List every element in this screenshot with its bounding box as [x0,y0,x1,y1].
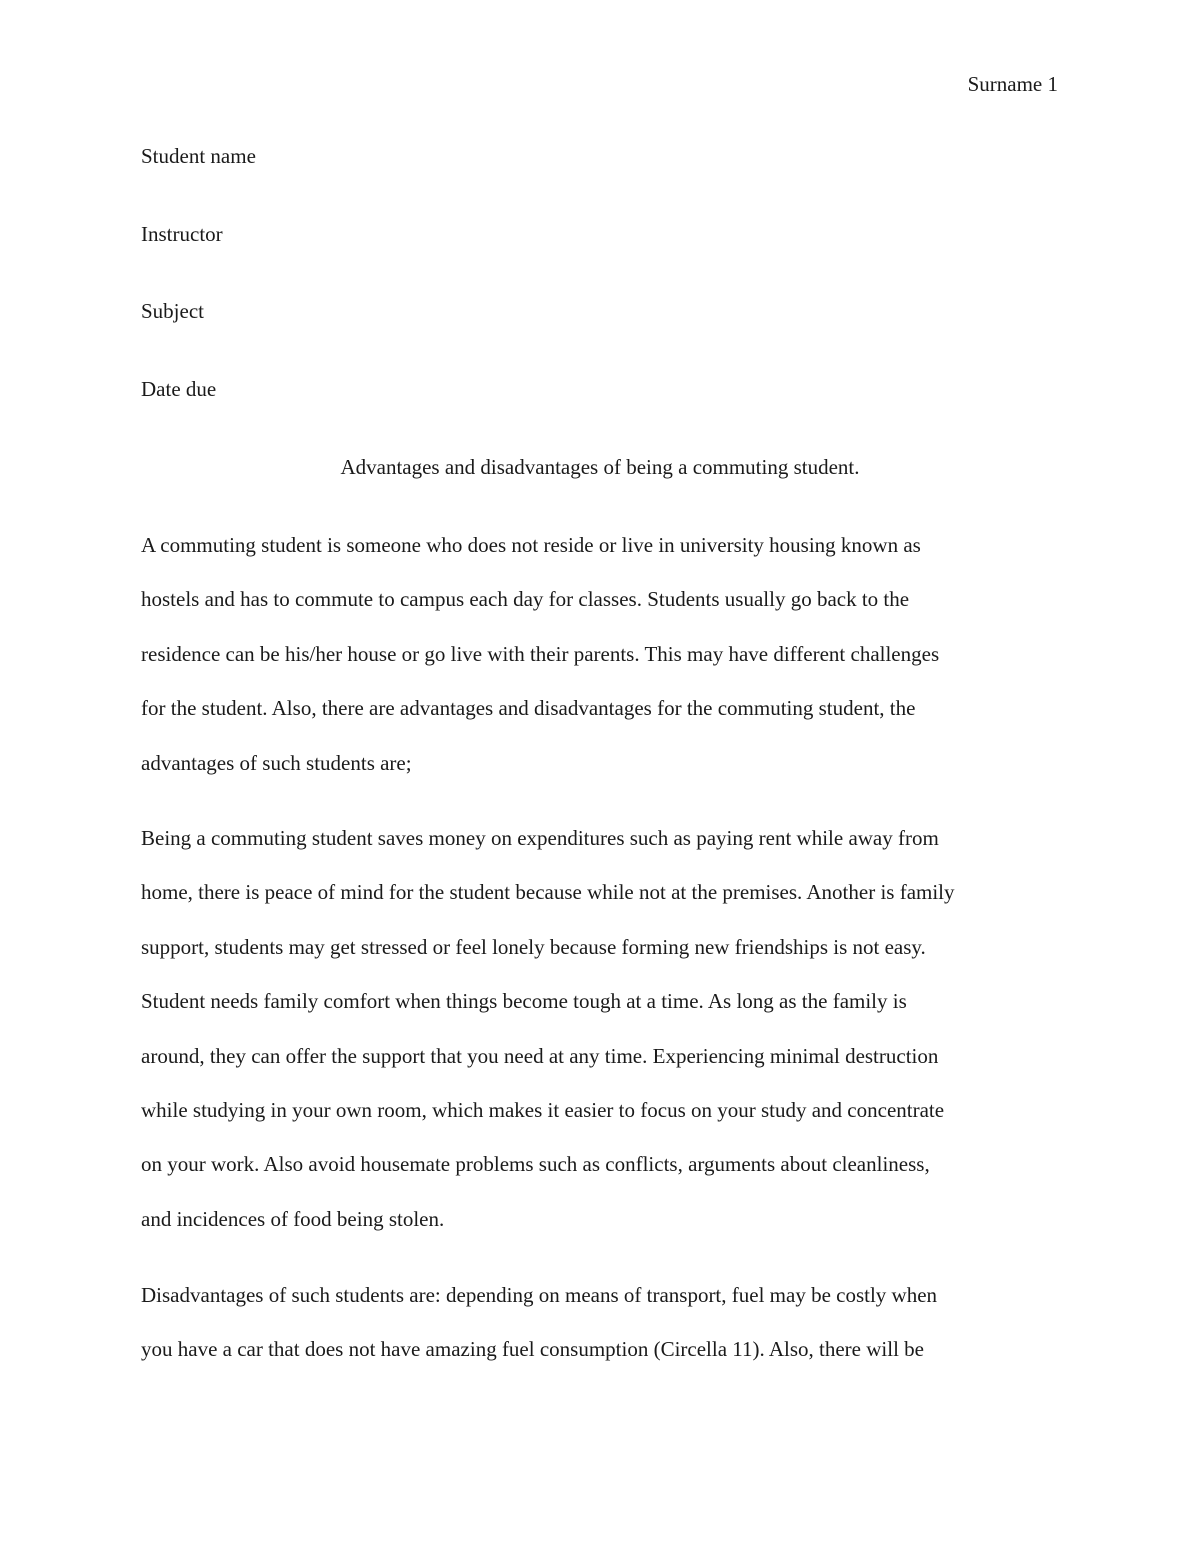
paragraph-line: Student needs family comfort when things become tough at a time. As long as the family is [141,989,907,1014]
paragraph-line: support, students may get stressed or feel lonely because forming new friendships is not easy. [141,934,926,959]
paragraph-line: on your work. Also avoid housemate problems such as conflicts, arguments about cleanliness, [141,1152,930,1177]
paragraph-line: for the student. Also, there are advantages and disadvantages for the commuting student, the [141,696,916,721]
paragraph-intro [141,530,1061,802]
paragraph-line: Disadvantages of such students are: depending on means of transport, fuel may be costly when [141,1283,938,1307]
paragraph-line: A commuting student is someone who does not reside or live in university housing known as [141,533,921,557]
paragraph-line: advantages of such students are; [141,750,412,775]
paragraph-line: home, there is peace of mind for the student because while not at the premises. Another is family [141,880,955,905]
paragraph-line: hostels and has to commute to campus each day for classes. Students usually go back to the [141,587,910,612]
paragraph-line: while studying in your own room, which makes it easier to focus on your study and concentrate [141,1097,945,1122]
paragraph-line: you have a car that does not have amazing fuel consumption (Circella 11). Also, there will be [141,1337,924,1362]
student-name: Student name [141,144,256,168]
paragraph-line: residence can be his/her house or go live with their parents. This may have different challenges [141,641,940,666]
paragraph-line: around, they can offer the support that you need at any time. Experiencing minimal destruction [141,1043,939,1068]
paragraph-advantages [141,823,1061,1258]
subject: Subject [141,299,204,323]
paragraph-disadvantages [141,1280,1061,1389]
paragraph-line: and incidences of food being stolen. [141,1206,445,1231]
essay-title: Advantages and disadvantages of being a commuting student. [340,455,860,479]
running-head: Surname 1 [967,72,1058,96]
date-due: Date due [141,377,217,401]
instructor: Instructor [141,222,223,246]
paragraph-line: Being a commuting student saves money on expenditures such as paying rent while away from [141,826,939,850]
